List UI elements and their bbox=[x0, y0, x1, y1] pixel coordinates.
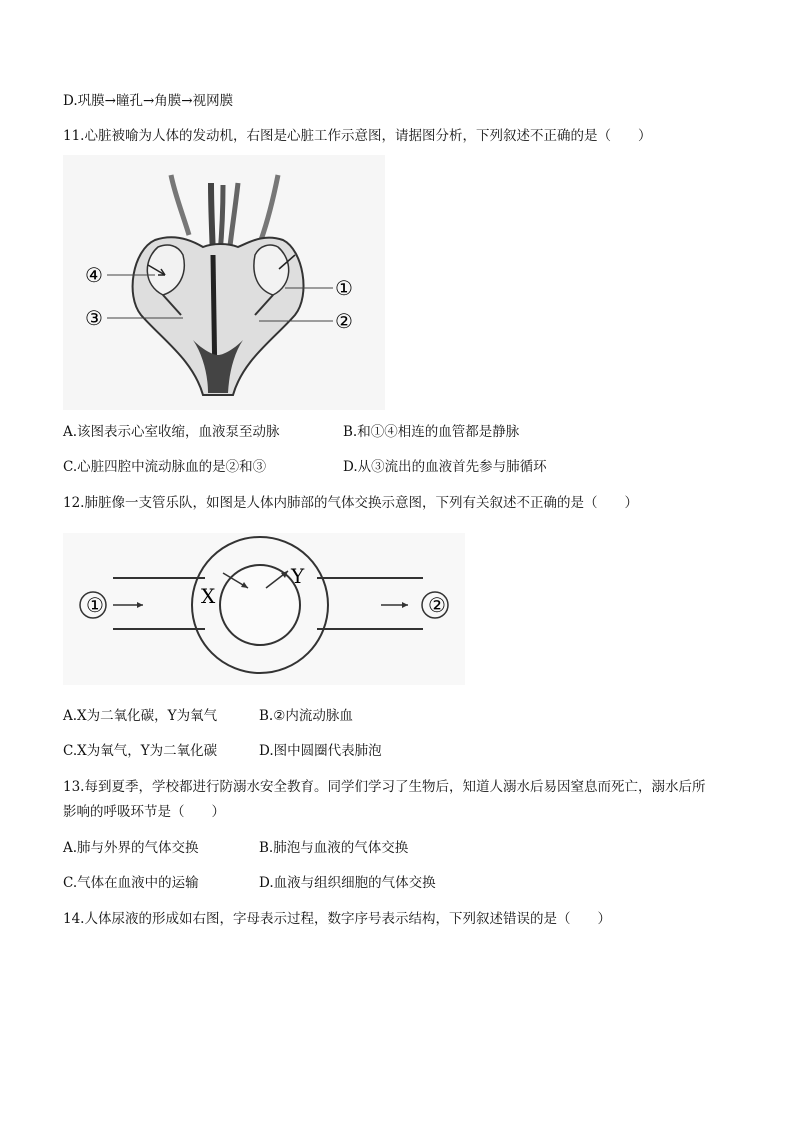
q13-stem-line1: 13.每到夏季，学校都进行防溺水安全教育。同学们学习了生物后，知道人溺水后易因窒息而死亡，溺水后所 bbox=[63, 779, 706, 795]
q12-option-d: D.图中圆圈代表肺泡 bbox=[259, 743, 382, 759]
alveolus-label-y: Y bbox=[291, 564, 305, 588]
heart-label-4: ④ bbox=[85, 263, 103, 287]
q11-option-a: A.该图表示心室收缩，血液泵至动脉 bbox=[63, 424, 280, 440]
q14-stem: 14.人体尿液的形成如右图，字母表示过程，数字序号表示结构，下列叙述错误的是（ ） bbox=[63, 911, 611, 927]
q13-option-b: B.肺泡与血液的气体交换 bbox=[259, 840, 409, 856]
alveolus-label-2: ② bbox=[428, 593, 446, 617]
q12-option-b: B.②内流动脉血 bbox=[259, 708, 353, 724]
q12-option-a: A.X为二氧化碳，Y为氧气 bbox=[63, 708, 218, 724]
q11-option-c: C.心脏四腔中流动脉血的是②和③ bbox=[63, 459, 267, 475]
q13-option-d: D.血液与组织细胞的气体交换 bbox=[259, 875, 436, 891]
q11-option-d: D.从③流出的血液首先参与肺循环 bbox=[343, 459, 547, 475]
q13-option-c: C.气体在血液中的运输 bbox=[63, 875, 199, 891]
q12-option-c: C.X为氧气，Y为二氧化碳 bbox=[63, 743, 218, 759]
heart-label-1: ① bbox=[335, 276, 353, 300]
heart-diagram bbox=[63, 155, 385, 410]
alveolus-diagram bbox=[63, 533, 465, 685]
q10-option-d: D.巩膜→瞳孔→角膜→视网膜 bbox=[63, 93, 234, 109]
heart-label-3: ③ bbox=[85, 306, 103, 330]
q12-stem: 12.肺脏像一支管乐队，如图是人体内肺部的气体交换示意图，下列有关叙述不正确的是（ ） bbox=[63, 495, 638, 511]
q13-option-a: A.肺与外界的气体交换 bbox=[63, 840, 199, 856]
heart-label-2: ② bbox=[335, 309, 353, 333]
alveolus-label-1: ① bbox=[86, 593, 104, 617]
alveolus-label-x: X bbox=[201, 584, 216, 608]
q13-stem-line2: 影响的呼吸环节是（ ） bbox=[63, 804, 225, 820]
q11-stem: 11.心脏被喻为人体的发动机，右图是心脏工作示意图，请据图分析，下列叙述不正确的是（ ） bbox=[63, 128, 652, 144]
q11-option-b: B.和①④相连的血管都是静脉 bbox=[343, 424, 520, 440]
